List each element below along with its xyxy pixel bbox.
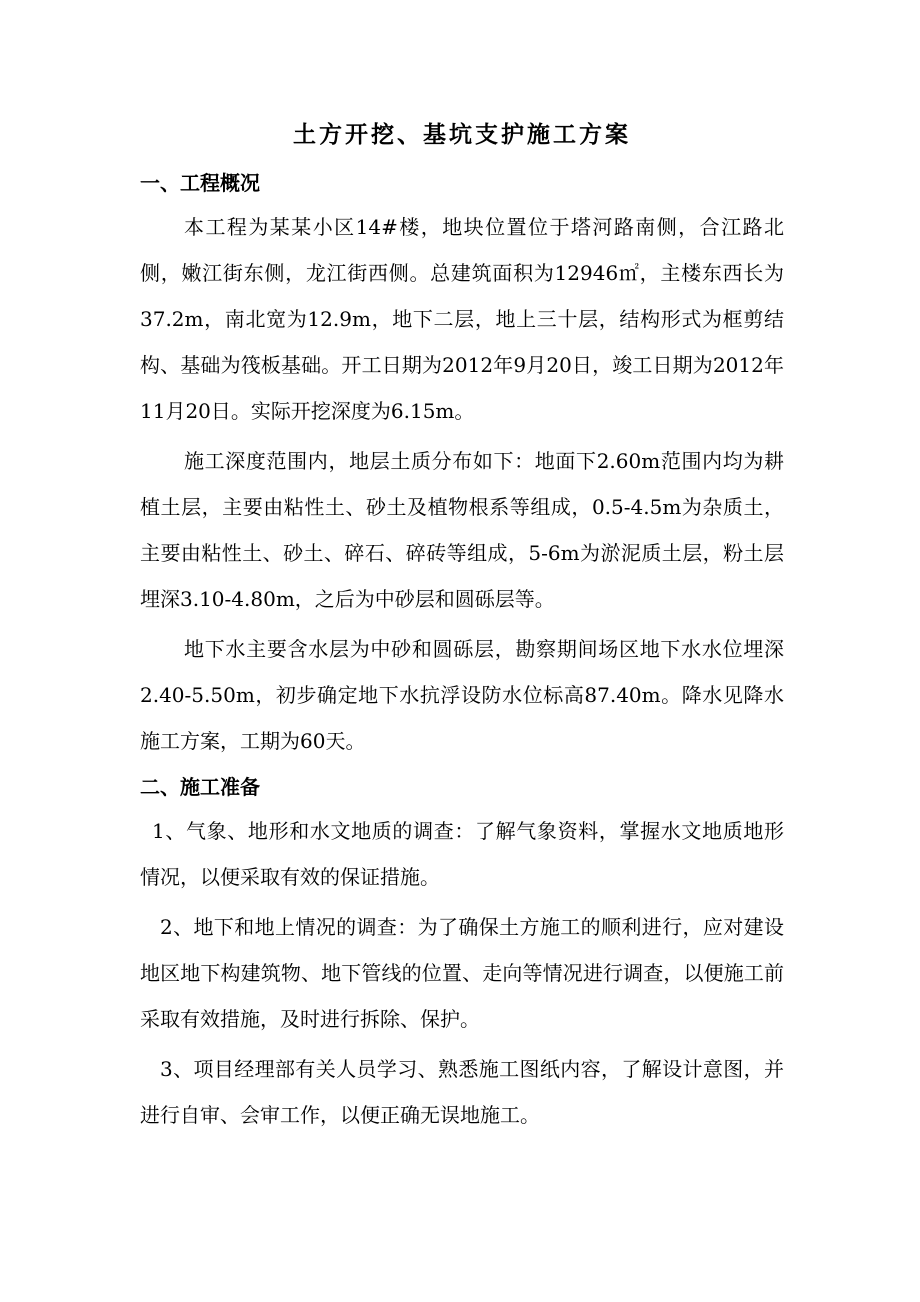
overview-paragraph: 地下水主要含水层为中砂和圆砾层，勘察期间场区地下水水位埋深2.40-5.50m，初步确定地下水抗浮设防水位标高87.40m。降水见降水施工方案，工期为60天。	[140, 637, 784, 753]
section-heading-preparation: 二、施工准备	[140, 775, 260, 799]
preparation-item: 1、气象、地形和水文地质的调查：了解气象资料，掌握水文地质地形情况，以便采取有效的保证措施。	[140, 819, 784, 889]
document-title: 土方开挖、基坑支护施工方案	[293, 122, 631, 148]
section-heading-overview: 一、工程概况	[140, 171, 260, 195]
document-page	[140, 118, 784, 1138]
overview-paragraph: 施工深度范围内，地层土质分布如下：地面下2.60m范围内均为耕植土层，主要由粘性土、砂土及植物根系等组成，0.5-4.5m为杂质土，主要由粘性土、砂土、碎石、碎砖等组成，5-6m为淤泥质土层，粉土层埋深3.10-4.80m，之后为中砂层和圆砾层等。	[140, 449, 784, 611]
preparation-item: 3、项目经理部有关人员学习、熟悉施工图纸内容，了解设计意图，并进行自审、会审工作，以便正确无误地施工。	[140, 1057, 784, 1127]
preparation-item: 2、地下和地上情况的调查：为了确保土方施工的顺利进行，应对建设地区地下构建筑物、地下管线的位置、走向等情况进行调查，以便施工前采取有效措施，及时进行拆除、保护。	[140, 915, 784, 1031]
overview-paragraph: 本工程为某某小区14#楼，地块位置位于塔河路南侧，合江路北侧，嫩江街东侧，龙江街西侧。总建筑面积为12946㎡，主楼东西长为37.2m，南北宽为12.9m，地下二层，地上三十层，结构形式为框剪结构、基础为筏板基础。开工日期为2012年9月20日，竣工日期为2012年11月20日。实际开挖深度为6.15m。	[140, 215, 784, 423]
